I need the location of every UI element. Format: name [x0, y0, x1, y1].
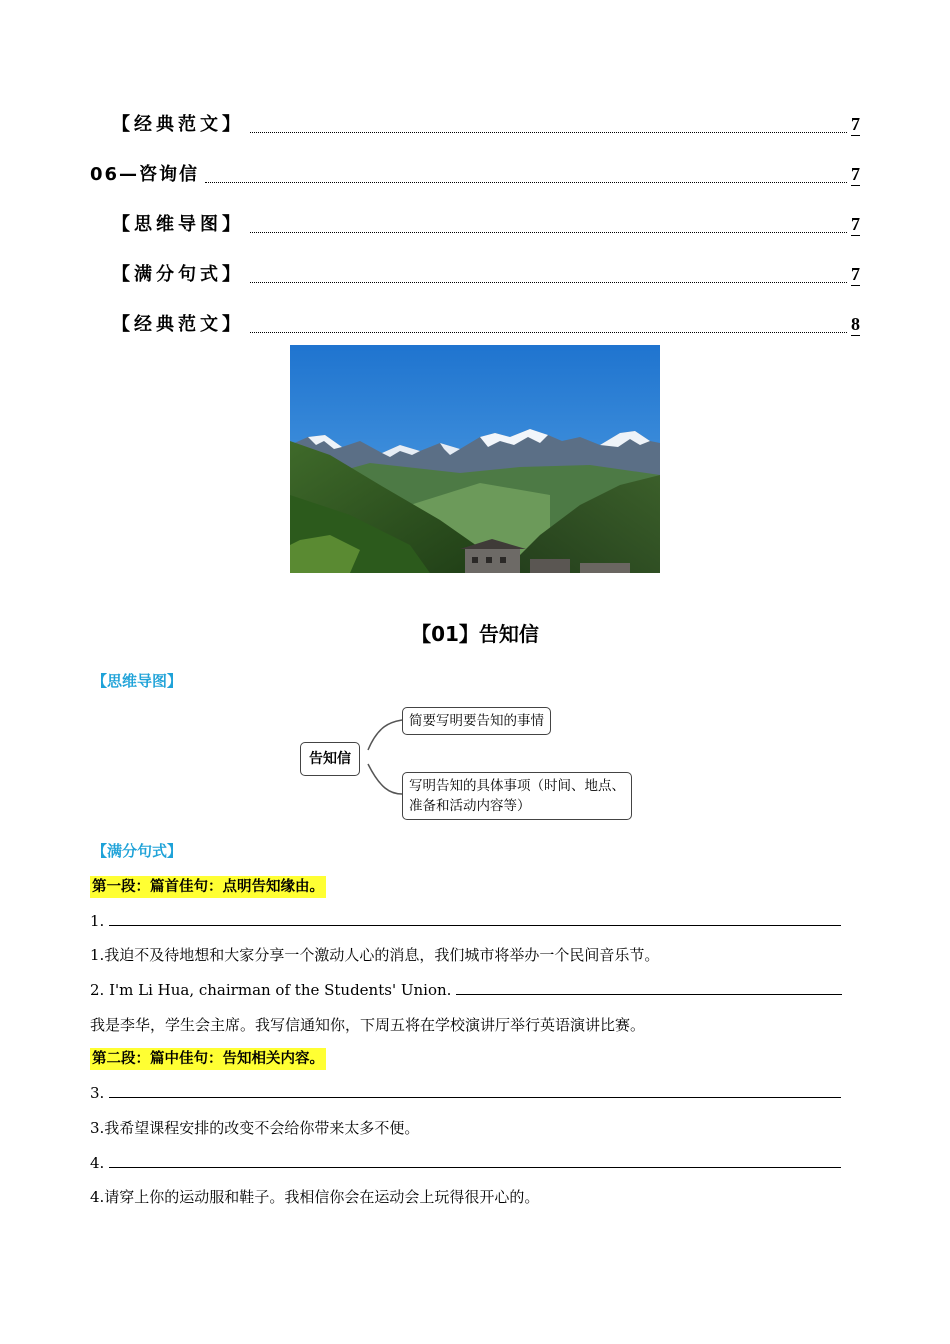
mind-map-diagram: [290, 700, 660, 820]
item-2-translation: 我是李华，学生会主席。我写信通知你，下周五将在学校演讲厅举行英语演讲比赛。: [90, 1016, 646, 1034]
paragraph-2-label: 第二段：篇中佳句：告知相关内容。: [90, 1048, 326, 1070]
mindmap-heading: 【思维导图】: [92, 672, 183, 690]
toc-entry-inquiry-letter[interactable]: [90, 160, 860, 186]
mindmap-branch-details: [402, 772, 632, 820]
item-4-translation: 4.请穿上你的运动服和鞋子。我相信你会在运动会上玩得很开心的。: [90, 1188, 540, 1206]
toc-leader-dots: [250, 131, 847, 133]
toc-entry-mind-map[interactable]: [112, 210, 860, 236]
mindmap-branch-details-line2: 准备和活动内容等）: [409, 798, 531, 814]
item-1-blank-line: [90, 911, 841, 931]
toc-leader-dots: [250, 331, 847, 333]
mindmap-branch-brief: 简要写明要告知的事情: [402, 707, 551, 735]
toc-entry-sentences[interactable]: [112, 260, 860, 286]
item-3-answer-blank[interactable]: [109, 1083, 841, 1098]
toc-label: 【经典范文】: [112, 114, 244, 135]
toc-leader-dots: [250, 231, 847, 233]
toc-page-number: 8: [851, 314, 860, 334]
item-4-number: 4.: [90, 1154, 105, 1172]
mindmap-root-node: 告知信: [300, 742, 360, 776]
mindmap-branch-details-line1: 写明告知的具体事项（时间、地点、: [409, 778, 625, 794]
toc-entry-classic-essay-2[interactable]: [112, 310, 860, 336]
item-2-english: 2. I'm Li Hua, chairman of the Students' Union.: [90, 981, 452, 999]
item-3-blank-line: [90, 1083, 841, 1103]
item-4-blank-line: [90, 1153, 841, 1173]
toc-label: 【满分句式】: [112, 264, 244, 285]
item-2-line: [90, 980, 842, 1000]
toc-page-number: 7: [851, 264, 860, 284]
item-1-number: 1.: [90, 912, 105, 930]
section-title: 【01】告知信: [411, 622, 539, 646]
toc-label: 【经典范文】: [112, 314, 244, 335]
mountain-landscape-photo: [290, 345, 660, 573]
toc-page-number: 7: [851, 164, 860, 184]
toc-leader-dots: [205, 181, 847, 183]
toc-page-number: 7: [851, 114, 860, 134]
item-1-answer-blank[interactable]: [109, 911, 841, 926]
toc-label: 06—咨询信: [90, 164, 200, 185]
item-3-translation: 3.我希望课程安排的改变不会给你带来太多不便。: [90, 1119, 420, 1137]
toc-leader-dots: [250, 281, 847, 283]
item-1-translation: 1.我迫不及待地想和大家分享一个激动人心的消息，我们城市将举办一个民间音乐节。: [90, 946, 660, 964]
toc-page-number: 7: [851, 214, 860, 234]
item-4-answer-blank[interactable]: [109, 1153, 841, 1168]
toc-entry-classic-essay-1[interactable]: [112, 110, 860, 136]
paragraph-1-label: 第一段：篇首佳句：点明告知缘由。: [90, 876, 326, 898]
sentences-heading: 【满分句式】: [92, 842, 183, 860]
item-3-number: 3.: [90, 1084, 105, 1102]
toc-label: 【思维导图】: [112, 214, 244, 235]
item-2-answer-blank[interactable]: [456, 980, 842, 995]
